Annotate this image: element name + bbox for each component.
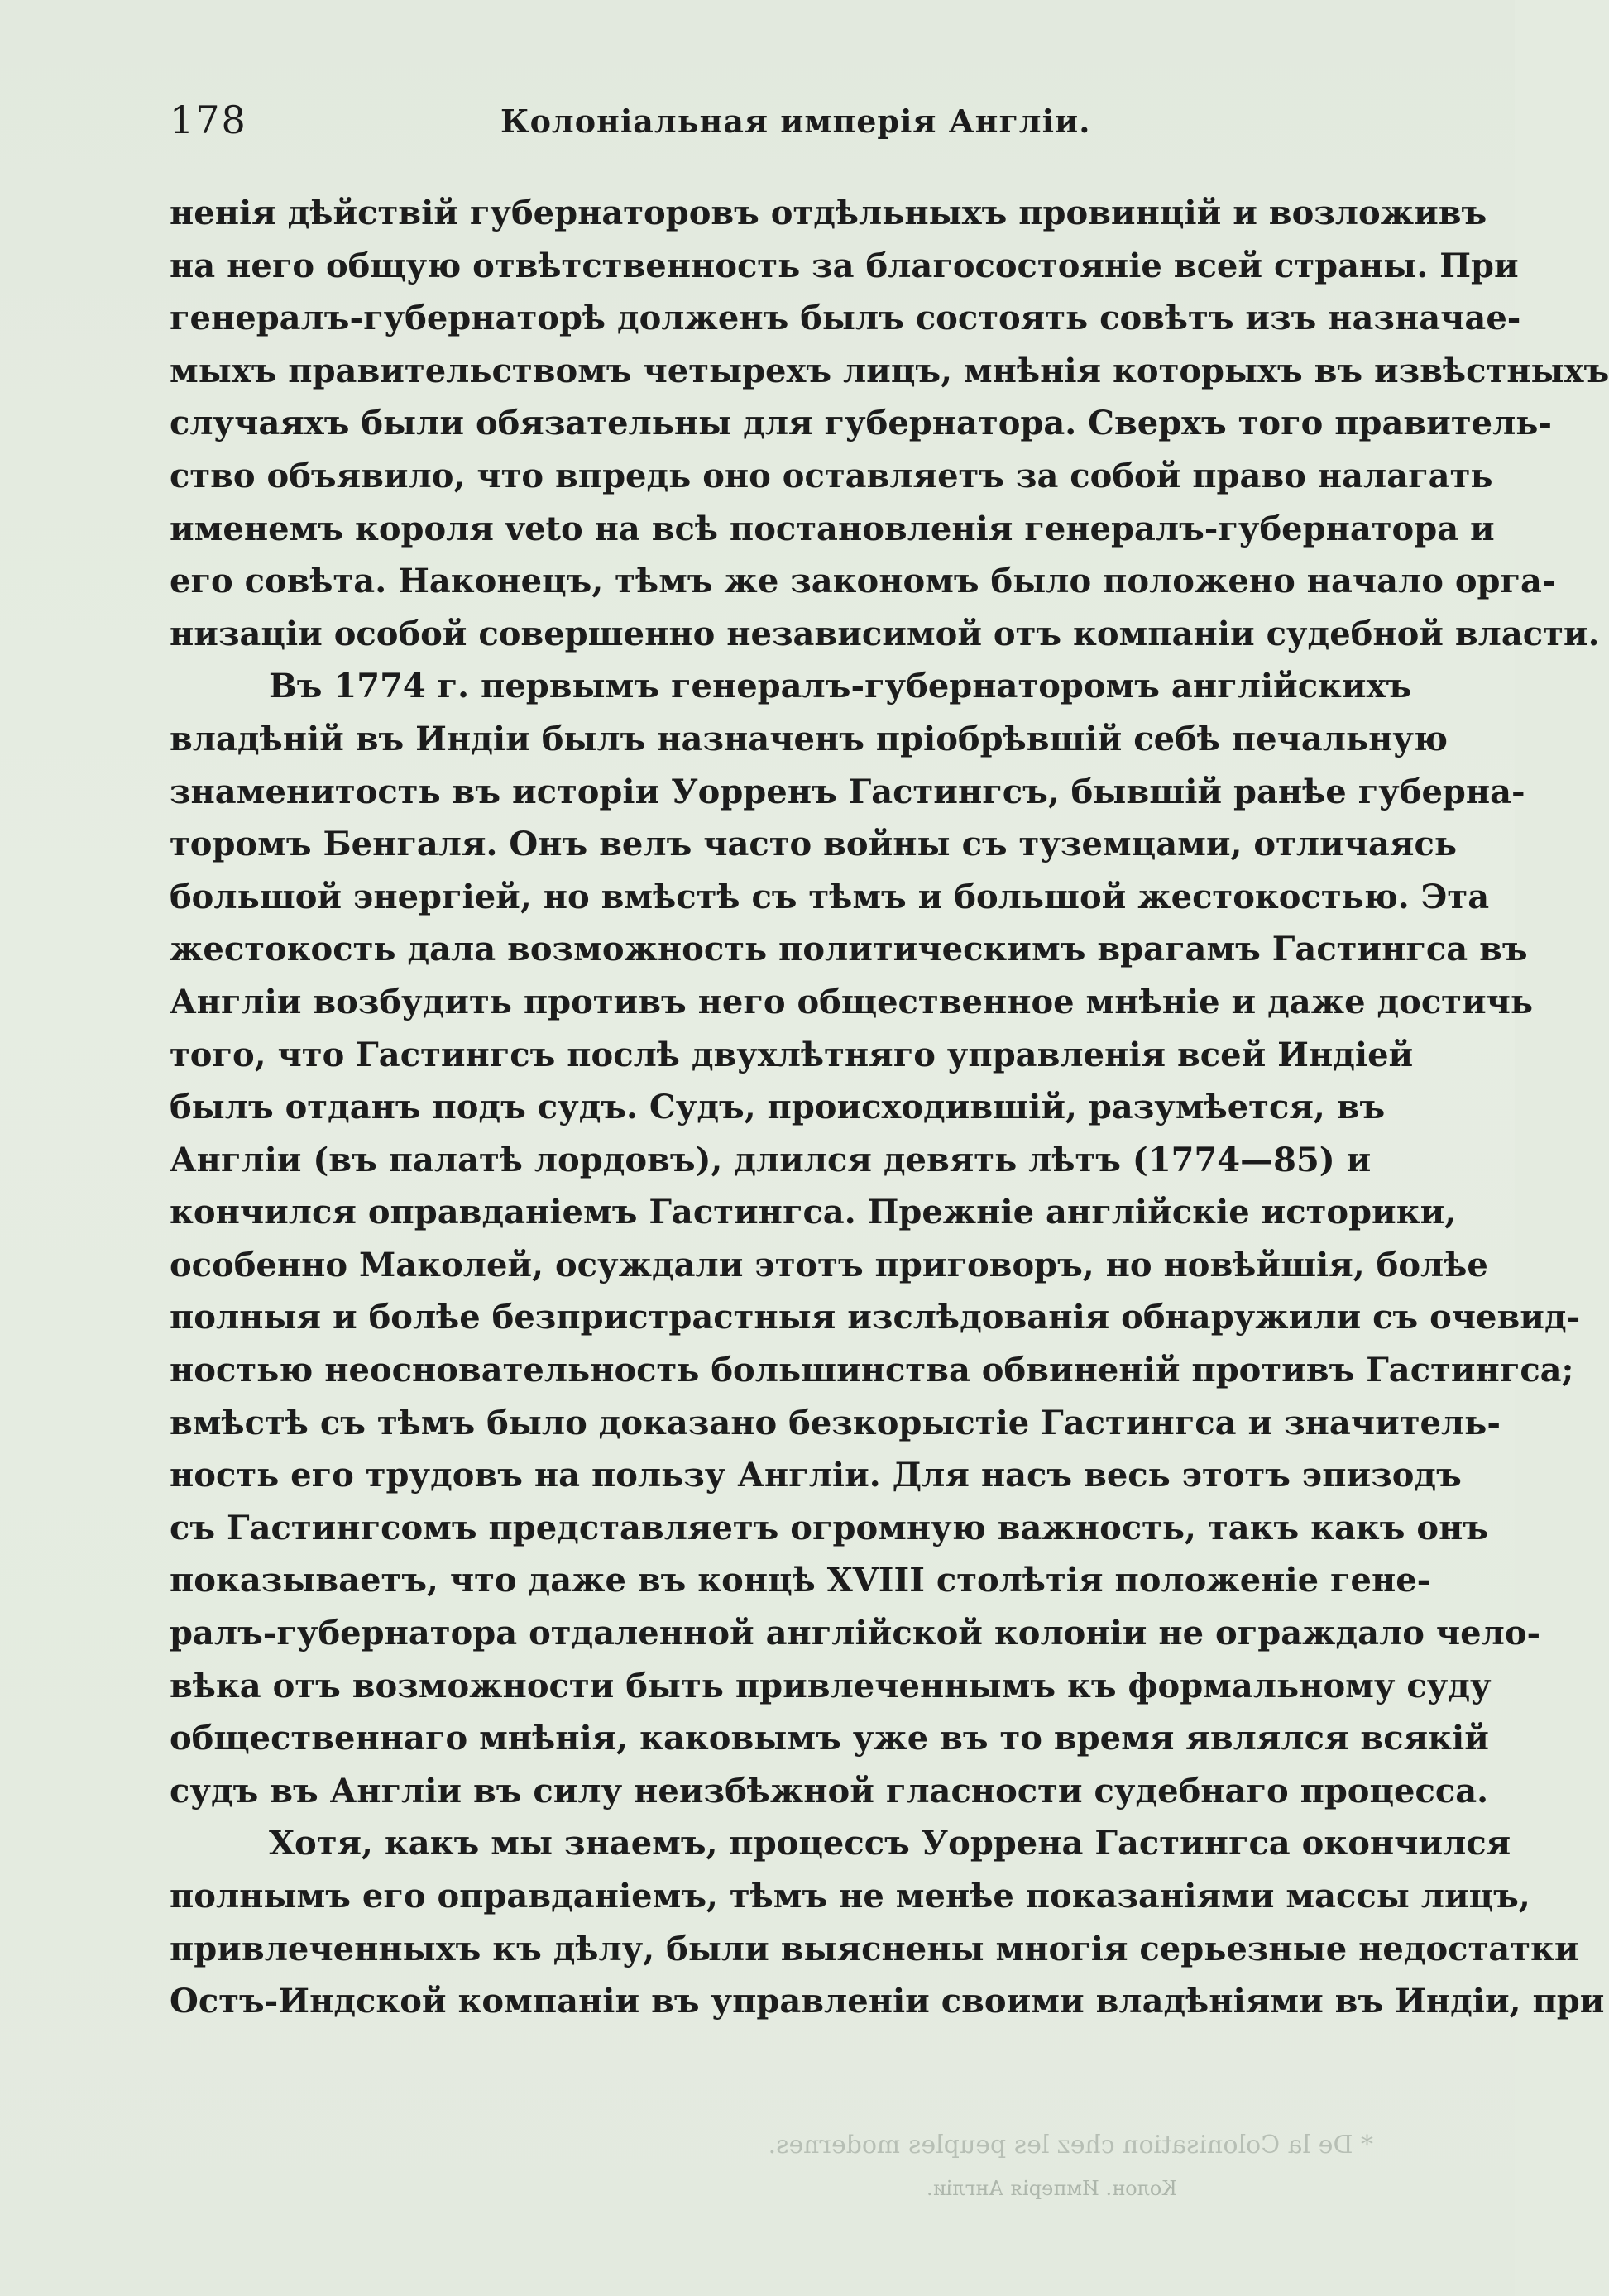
- text-line: показываетъ, что даже въ концѣ XVIII столѣтія положеніе гене-: [170, 1561, 1431, 1600]
- text-line: ство объявило, что впредь оно оставляетъ за собой право налагать: [170, 456, 1493, 495]
- text-line: его совѣта. Наконецъ, тѣмъ же закономъ было положено начало орга-: [170, 562, 1556, 601]
- page-number: 178: [170, 98, 247, 142]
- text-line: привлеченныхъ къ дѣлу, были выяснены многія серьезные недостатки: [170, 1929, 1579, 1968]
- paragraph-start-line: Въ 1774 г. первымъ генералъ-губернаторомъ англійскихъ: [269, 667, 1412, 706]
- text-line: ралъ-губернатора отдаленной англійской колоніи не ограждало чело-: [170, 1614, 1541, 1653]
- text-line: полныя и болѣе безпристрастныя изслѣдованія обнаружили съ очевид-: [170, 1298, 1581, 1337]
- text-line: ность его трудовъ на пользу Англіи. Для насъ весь этотъ эпизодъ: [170, 1456, 1462, 1495]
- body-text: [170, 187, 1609, 2028]
- text-line: ненія дѣйствій губернаторовъ отдѣльныхъ провинцій и возложивъ: [170, 194, 1487, 232]
- paragraph-start-line: Хотя, какъ мы знаемъ, процессъ Уоррена Гастингса окончился: [269, 1824, 1511, 1863]
- bleed-through-signature: Колон. Имперія Англіи.: [927, 2177, 1177, 2200]
- text-line: торомъ Бенгаля. Онъ велъ часто войны съ туземцами, отличаясь: [170, 825, 1457, 864]
- text-line: былъ отданъ подъ судъ. Судъ, происходившій, разумѣется, въ: [170, 1088, 1386, 1127]
- text-line: жестокость дала возможность политическимъ врагамъ Гастингса въ: [170, 930, 1528, 969]
- text-line: низаціи особой совершенно независимой отъ компаніи судебной власти.: [170, 614, 1600, 653]
- text-line: съ Гастингсомъ представляетъ огромную важность, такъ какъ онъ: [170, 1508, 1489, 1547]
- text-line: мыхъ правительствомъ четырехъ лицъ, мнѣнія которыхъ въ извѣстныхъ: [170, 351, 1609, 390]
- text-line: того, что Гастингсъ послѣ двухлѣтняго управленія всей Индіей: [170, 1035, 1414, 1074]
- text-line: большой энергіей, но вмѣстѣ съ тѣмъ и большой жестокостью. Эта: [170, 877, 1490, 916]
- text-line: владѣній въ Индіи былъ назначенъ пріобрѣвшій себѣ печальную: [170, 719, 1448, 758]
- text-line: на него общую отвѣтственность за благосостояніе всей страны. При: [170, 246, 1519, 285]
- text-line: именемъ короля veto на всѣ постановленія генералъ-губернатора и: [170, 509, 1495, 548]
- text-line: вмѣстѣ съ тѣмъ было доказано безкорыстіе Гастингса и значитель-: [170, 1403, 1501, 1442]
- page-header: [170, 98, 1361, 155]
- text-line: общественнаго мнѣнія, каковымъ уже въ то время являлся всякій: [170, 1719, 1489, 1758]
- text-line: Англіи возбудить противъ него общественное мнѣніе и даже достичь: [170, 982, 1534, 1021]
- running-title: Колоніальная имперія Англіи.: [500, 103, 1091, 140]
- text-line: Остъ-Индской компаніи въ управленіи своими владѣніями въ Индіи, при: [170, 1982, 1605, 2021]
- text-line: кончился оправданіемъ Гастингса. Прежніе англійскіе историки,: [170, 1193, 1457, 1232]
- text-line: Англіи (въ палатѣ лордовъ), длился девять лѣтъ (1774—85) и: [170, 1140, 1372, 1179]
- bleed-through-text: * De la Colonisation chez les peuples modernes.: [768, 2131, 1373, 2160]
- text-line: ностью неосновательность большинства обвиненій противъ Гастингса;: [170, 1351, 1574, 1390]
- text-line: полнымъ его оправданіемъ, тѣмъ не менѣе показаніями массы лицъ,: [170, 1877, 1530, 1916]
- text-line: вѣка отъ возможности быть привлеченнымъ къ формальному суду: [170, 1666, 1492, 1705]
- text-line: генералъ-губернаторѣ долженъ былъ состоять совѣтъ изъ назначае-: [170, 299, 1521, 338]
- text-line: знаменитость въ исторіи Уорренъ Гастингсъ, бывшій ранѣе губерна-: [170, 772, 1525, 811]
- text-line: судъ въ Англіи въ силу неизбѣжной гласности судебнаго процесса.: [170, 1771, 1489, 1810]
- text-line: случаяхъ были обязательны для губернатора. Сверхъ того правитель-: [170, 404, 1553, 443]
- text-line: особенно Маколей, осуждали этотъ приговоръ, но новѣйшія, болѣе: [170, 1245, 1488, 1284]
